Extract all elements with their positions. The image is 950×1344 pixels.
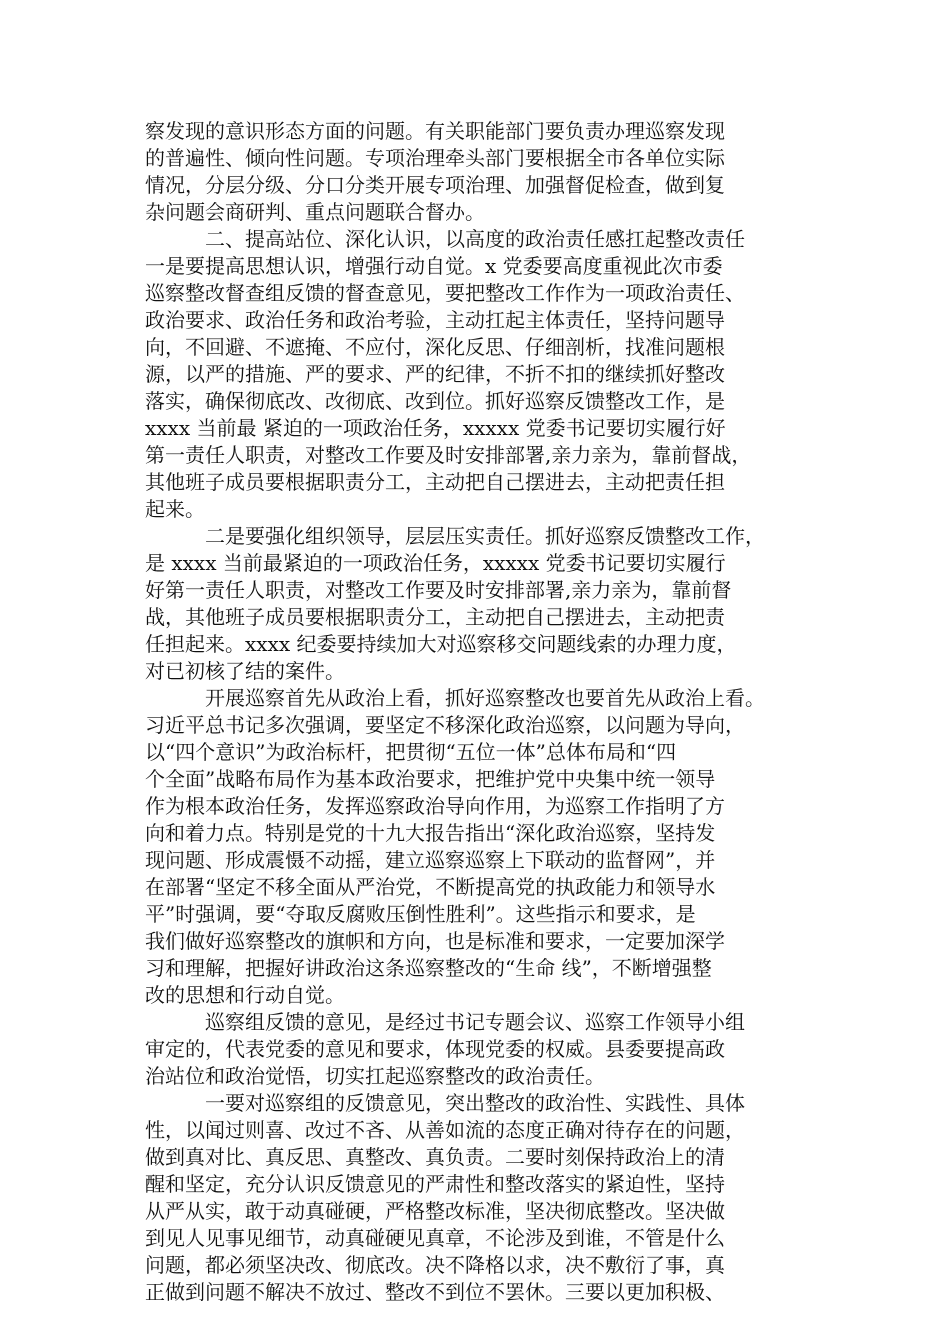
text-line: 以“四个意识”为政治标杆，把贯彻“五位一体”总体布局和“四 bbox=[145, 740, 677, 764]
text-line: 做到真对比、真反思、真整改、真负责。二要时刻保持政治上的清 bbox=[145, 1145, 725, 1169]
text-line: 治站位和政治觉悟，切实扛起巡察整改的政治责任。 bbox=[145, 1064, 605, 1088]
text-line: 好第一责任人职责，对整改工作要及时安排部署,亲力亲为，靠前督 bbox=[145, 578, 732, 602]
text-line: 其他班子成员要根据职责分工，主动把自己摆进去，主动把责任担 bbox=[145, 470, 725, 494]
text-line: 情况，分层分级、分口分类开展专项治理、加强督促检查，做到复 bbox=[145, 173, 725, 197]
text-line: 任担起来。xxxx 纪委要持续加大对巡察移交问题线索的办理力度， bbox=[145, 632, 737, 656]
text-line: 审定的，代表党委的意见和要求，体现党委的权威。县委要提高政 bbox=[145, 1037, 725, 1061]
text-line: 是 xxxx 当前最紧迫的一项政治任务，xxxxx 党委书记要切实履行 bbox=[145, 551, 726, 575]
text-line: 起来。 bbox=[145, 497, 205, 521]
text-line: 平”时强调，要“夺取反腐败压倒性胜利”。这些指示和要求，是 bbox=[145, 902, 696, 926]
text-line: 作为根本政治任务，发挥巡察政治导向作用，为巡察工作指明了方 bbox=[145, 794, 725, 818]
text-line: 一是要提高思想认识，增强行动自觉。x 党委要高度重视此次市委 bbox=[145, 254, 723, 278]
document-page bbox=[145, 118, 825, 1306]
text-line: 第一责任人职责，对整改工作要及时安排部署,亲力亲为，靠前督战， bbox=[145, 443, 752, 467]
text-line: 二是要强化组织领导，层层压实责任。抓好巡察反馈整改工作， bbox=[145, 524, 765, 548]
text-line: 习近平总书记多次强调，要坚定不移深化政治巡察，以问题为导向， bbox=[145, 713, 745, 737]
text-line: 对已初核了结的案件。 bbox=[145, 659, 345, 683]
text-line: 正做到问题不解决不放过、整改不到位不罢休。三要以更加积极、 bbox=[145, 1280, 725, 1304]
text-line: 向，不回避、不遮掩、不应付，深化反思、仔细剖析，找准问题根 bbox=[145, 335, 725, 359]
text-line: xxxx 当前最 紧迫的一项政治任务，xxxxx 党委书记要切实履行好 bbox=[145, 416, 726, 440]
text-line: 的普遍性、倾向性问题。专项治理牵头部门要根据全市各单位实际 bbox=[145, 146, 725, 170]
text-line: 巡察整改督查组反馈的督查意见，要把整改工作作为一项政治责任、 bbox=[145, 281, 745, 305]
text-line: 开展巡察首先从政治上看，抓好巡察整改也要首先从政治上看。 bbox=[145, 686, 765, 710]
text-line: 在部署“坚定不移全面从严治党，不断提高党的执政能力和领导水 bbox=[145, 875, 716, 899]
text-line: 现问题、形成震慑不动摇，建立巡察巡察上下联动的监督网”，并 bbox=[145, 848, 716, 872]
text-line: 源，以严的措施、严的要求、严的纪律，不折不扣的继续抓好整改 bbox=[145, 362, 725, 386]
text-line: 到见人见事见细节，动真碰硬见真章，不论涉及到谁，不管是什么 bbox=[145, 1226, 725, 1250]
text-line: 向和着力点。特别是党的十九大报告指出“深化政治巡察，坚持发 bbox=[145, 821, 716, 845]
text-line: 战，其他班子成员要根据职责分工，主动把自己摆进去，主动把责 bbox=[145, 605, 725, 629]
text-line: 一要对巡察组的反馈意见，突出整改的政治性、实践性、具体 bbox=[145, 1091, 745, 1115]
text-line: 落实，确保彻底改、改彻底、改到位。抓好巡察反馈整改工作，是 bbox=[145, 389, 725, 413]
text-line: 醒和坚定，充分认识反馈意见的严肃性和整改落实的紧迫性，坚持 bbox=[145, 1172, 725, 1196]
text-line: 改的思想和行动自觉。 bbox=[145, 983, 345, 1007]
text-line: 习和理解，把握好讲政治这条巡察整改的“生命 线”，不断增强整 bbox=[145, 956, 712, 980]
text-line: 个全面”战略布局作为基本政治要求，把维护党中央集中统一领导 bbox=[145, 767, 716, 791]
text-line: 从严从实，敢于动真碰硬，严格整改标准，坚决彻底整改。坚决做 bbox=[145, 1199, 725, 1223]
text-line: 我们做好巡察整改的旗帜和方向，也是标准和要求，一定要加深学 bbox=[145, 929, 725, 953]
text-line: 性，以闻过则喜、改过不吝、从善如流的态度正确对待存在的问题， bbox=[145, 1118, 745, 1142]
text-line: 察发现的意识形态方面的问题。有关职能部门要负责办理巡察发现 bbox=[145, 119, 725, 143]
text-line: 二、提高站位、深化认识，以高度的政治责任感扛起整改责任 bbox=[145, 227, 745, 251]
text-line: 巡察组反馈的意见，是经过书记专题会议、巡察工作领导小组 bbox=[145, 1010, 745, 1034]
text-line: 杂问题会商研判、重点问题联合督办。 bbox=[145, 200, 485, 224]
text-line: 问题，都必须坚决改、彻底改。决不降格以求，决不敷衍了事，真 bbox=[145, 1253, 725, 1277]
text-line: 政治要求、政治任务和政治考验，主动扛起主体责任，坚持问题导 bbox=[145, 308, 725, 332]
